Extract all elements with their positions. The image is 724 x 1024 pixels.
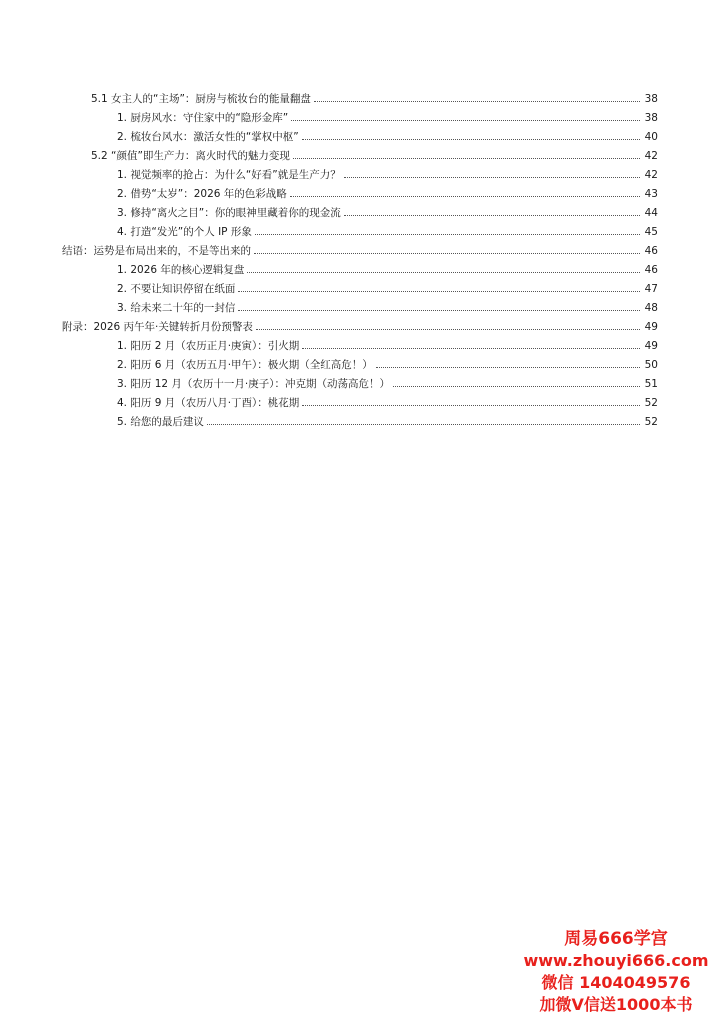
toc-entry-label: 5.2 “颜值”即生产力：离火时代的魅力变现 bbox=[91, 150, 290, 162]
dot-leader bbox=[247, 272, 640, 273]
toc-row[interactable] bbox=[117, 336, 658, 352]
toc-page-number: 38 bbox=[644, 93, 658, 105]
toc-page-number: 52 bbox=[644, 416, 658, 428]
toc-entry-label: 1. 阳历 2 月（农历正月·庚寅）：引火期 bbox=[117, 340, 300, 352]
dot-leader bbox=[293, 158, 640, 159]
toc-row[interactable] bbox=[117, 260, 658, 276]
dot-leader bbox=[302, 139, 640, 140]
toc-page-number: 46 bbox=[644, 245, 658, 257]
toc-entry-label: 3. 给未来二十年的一封信 bbox=[117, 302, 236, 314]
toc-entry-label: 1. 厨房风水：守住家中的“隐形金库” bbox=[117, 112, 289, 124]
dot-leader bbox=[207, 424, 640, 425]
toc-entry-label: 2. 借势“太岁”：2026 年的色彩战略 bbox=[117, 188, 287, 200]
dot-leader bbox=[344, 177, 640, 178]
dot-leader bbox=[302, 405, 640, 406]
toc-row[interactable] bbox=[117, 355, 658, 371]
toc-page-number: 52 bbox=[644, 397, 658, 409]
dot-leader bbox=[291, 120, 640, 121]
dot-leader bbox=[238, 310, 640, 311]
watermark bbox=[516, 928, 716, 1016]
dot-leader bbox=[238, 291, 640, 292]
toc-row[interactable] bbox=[117, 108, 658, 124]
toc-row[interactable] bbox=[117, 298, 658, 314]
toc-row[interactable] bbox=[117, 393, 658, 409]
toc-entry-label: 2. 阳历 6 月（农历五月·甲午）：极火期（全红高危！） bbox=[117, 359, 373, 371]
toc-page-number: 51 bbox=[644, 378, 658, 390]
dot-leader bbox=[314, 101, 640, 102]
toc-row[interactable] bbox=[117, 374, 658, 390]
toc-page-number: 42 bbox=[644, 150, 658, 162]
toc-page-number: 40 bbox=[644, 131, 658, 143]
toc-page-number: 46 bbox=[644, 264, 658, 276]
toc-page-number: 49 bbox=[644, 340, 658, 352]
toc-page-number: 47 bbox=[644, 283, 658, 295]
toc-page-number: 49 bbox=[644, 321, 658, 333]
toc-row[interactable] bbox=[117, 412, 658, 428]
toc-entry-label: 3. 修持“离火之目”：你的眼神里藏着你的现金流 bbox=[117, 207, 341, 219]
toc-page-number: 38 bbox=[644, 112, 658, 124]
watermark-title: 周易666学宫 bbox=[564, 929, 668, 949]
dot-leader bbox=[290, 196, 640, 197]
toc-entry-label: 3. 阳历 12 月（农历十一月·庚子）：冲克期（动荡高危！） bbox=[117, 378, 390, 390]
toc-entry-label: 2. 不要让知识停留在纸面 bbox=[117, 283, 236, 295]
dot-leader bbox=[256, 329, 640, 330]
dot-leader bbox=[302, 348, 640, 349]
toc-row[interactable] bbox=[117, 279, 658, 295]
watermark-url: www.zhouyi666.com bbox=[523, 951, 709, 970]
toc-row[interactable] bbox=[91, 146, 658, 162]
toc-page-number: 42 bbox=[644, 169, 658, 181]
toc-entry-label: 5.1 女主人的“主场”：厨房与梳妆台的能量翻盘 bbox=[91, 93, 311, 105]
dot-leader bbox=[344, 215, 640, 216]
toc-row[interactable] bbox=[117, 184, 658, 200]
toc-row[interactable] bbox=[62, 241, 658, 257]
toc-row[interactable] bbox=[117, 127, 658, 143]
toc-entry-label: 结语：运势是布局出来的，不是等出来的 bbox=[62, 245, 251, 257]
toc-entry-label: 4. 打造“发光”的个人 IP 形象 bbox=[117, 226, 252, 238]
toc-row[interactable] bbox=[117, 222, 658, 238]
toc-entry-label: 1. 视觉频率的抢占：为什么“好看”就是生产力？ bbox=[117, 169, 341, 181]
toc-entry-label: 4. 阳历 9 月（农历八月·丁酉）：桃花期 bbox=[117, 397, 300, 409]
toc-page-number: 48 bbox=[644, 302, 658, 314]
toc-page-number: 50 bbox=[644, 359, 658, 371]
dot-leader bbox=[393, 386, 640, 387]
toc-entry-label: 5. 给您的最后建议 bbox=[117, 416, 204, 428]
dot-leader bbox=[376, 367, 640, 368]
toc-entry-label: 2. 梳妆台风水：激活女性的“掌权中枢” bbox=[117, 131, 299, 143]
watermark-promo: 加微V信送1000本书 bbox=[539, 995, 693, 1014]
watermark-wechat: 微信 1404049576 bbox=[541, 973, 691, 992]
toc-row[interactable] bbox=[62, 317, 658, 333]
toc-page-number: 43 bbox=[644, 188, 658, 200]
toc-page-number: 45 bbox=[644, 226, 658, 238]
dot-leader bbox=[254, 253, 640, 254]
toc-row[interactable] bbox=[91, 89, 658, 105]
dot-leader bbox=[255, 234, 640, 235]
toc-row[interactable] bbox=[117, 165, 658, 181]
toc-entry-label: 附录：2026 丙午年·关键转折月份预警表 bbox=[62, 321, 253, 333]
toc-entry-label: 1. 2026 年的核心逻辑复盘 bbox=[117, 264, 245, 276]
toc-row[interactable] bbox=[117, 203, 658, 219]
toc-page-number: 44 bbox=[644, 207, 658, 219]
